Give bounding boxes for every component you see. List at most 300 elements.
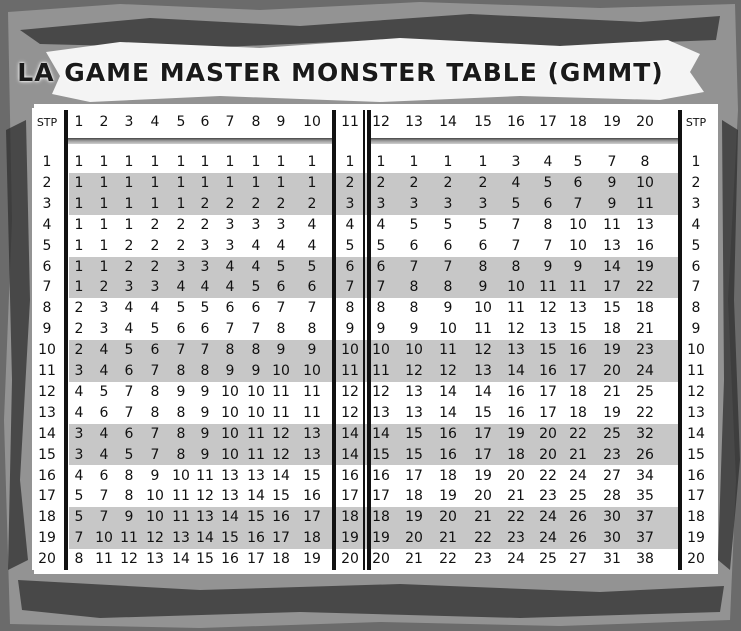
table-cell: 17 xyxy=(569,363,587,379)
table-cell: 20 xyxy=(507,467,525,484)
table-cell: 2 xyxy=(276,195,286,212)
table-cell: 10 xyxy=(507,279,525,296)
table-cell: 5 xyxy=(376,237,386,254)
table-cell: 7 xyxy=(443,258,453,275)
table-cell: 30 xyxy=(603,530,621,547)
table-cell: 4 xyxy=(225,279,235,296)
table-cell: 7 xyxy=(99,509,109,526)
column-header: 2 xyxy=(99,114,109,130)
table-cell: 4 xyxy=(124,300,134,317)
table-cell: 21 xyxy=(569,446,587,463)
table-cell: 10 xyxy=(372,342,390,359)
table-cell: 7 xyxy=(511,237,521,254)
column-header: 7 xyxy=(225,114,235,130)
table-cell: 18 xyxy=(569,404,587,421)
table-cell: 2 xyxy=(99,279,109,296)
table-cell: 12 xyxy=(507,321,525,338)
table-cell: 6 xyxy=(409,237,419,254)
table-cell: 21 xyxy=(603,383,621,400)
table-cell: 9 xyxy=(376,321,386,338)
table-cell: 7 xyxy=(99,488,109,505)
table-cell: 17 xyxy=(247,551,265,568)
row-stp-left: 6 xyxy=(42,258,52,275)
table-cell: 11 xyxy=(95,551,113,568)
table-cell: 9 xyxy=(200,425,210,442)
table-cell: 8 xyxy=(150,383,160,400)
table-cell: 1 xyxy=(307,174,317,191)
table-cell: 19 xyxy=(303,551,321,568)
table-cell: 17 xyxy=(372,488,390,505)
column-header: 16 xyxy=(507,114,525,130)
table-cell: 2 xyxy=(307,195,317,212)
table-cell: 9 xyxy=(409,321,419,338)
table-cell: 15 xyxy=(196,551,214,568)
table-cell: 15 xyxy=(405,425,423,442)
row-stp-right: 9 xyxy=(691,321,701,338)
table-cell: 3 xyxy=(276,216,286,233)
table-cell: 21 xyxy=(439,530,457,547)
column-header: 14 xyxy=(439,114,457,130)
table-cell: 14 xyxy=(247,488,265,505)
table-cell: 5 xyxy=(74,488,84,505)
table-cell: 10 xyxy=(405,342,423,359)
table-cell: 3 xyxy=(345,195,355,212)
table-cell: 14 xyxy=(341,425,359,442)
table-cell: 4 xyxy=(276,237,286,254)
table-cell: 1 xyxy=(225,174,235,191)
table-cell: 5 xyxy=(99,383,109,400)
table-cell: 6 xyxy=(99,467,109,484)
table-cell: 21 xyxy=(474,509,492,526)
table-cell: 5 xyxy=(176,300,186,317)
table-cell: 5 xyxy=(276,258,286,275)
table-cell: 1 xyxy=(176,174,186,191)
table-cell: 11 xyxy=(247,425,265,442)
table-cell: 19 xyxy=(405,509,423,526)
table-cell: 8 xyxy=(478,258,488,275)
table-cell: 12 xyxy=(474,342,492,359)
table-cell: 2 xyxy=(124,258,134,275)
table-cell: 8 xyxy=(150,404,160,421)
row-stp-left: 18 xyxy=(38,509,56,526)
table-cell: 27 xyxy=(603,467,621,484)
table-cell: 10 xyxy=(221,446,239,463)
row-stp-right: 3 xyxy=(691,195,701,212)
table-cell: 6 xyxy=(225,300,235,317)
table-cell: 18 xyxy=(507,446,525,463)
table-cell: 11 xyxy=(172,509,190,526)
row-stp-right: 8 xyxy=(691,300,701,317)
table-cell: 1 xyxy=(307,154,317,170)
table-cell: 19 xyxy=(603,342,621,359)
table-cell: 7 xyxy=(150,446,160,463)
table-cell: 3 xyxy=(99,321,109,338)
table-cell: 13 xyxy=(372,404,390,421)
table-cell: 22 xyxy=(636,404,654,421)
column-header: 3 xyxy=(124,114,134,130)
table-cell: 17 xyxy=(303,509,321,526)
table-cell: 8 xyxy=(251,342,261,359)
row-stp-right: 13 xyxy=(687,404,705,421)
row-stp-left: 11 xyxy=(38,363,56,379)
table-cell: 7 xyxy=(573,195,583,212)
table-cell: 10 xyxy=(272,363,290,379)
table-cell: 2 xyxy=(150,258,160,275)
table-cell: 3 xyxy=(478,195,488,212)
table-cell: 1 xyxy=(74,174,84,191)
row-stp-left: 4 xyxy=(42,216,52,233)
table-cell: 37 xyxy=(636,530,654,547)
table-cell: 4 xyxy=(124,321,134,338)
table-cell: 13 xyxy=(303,425,321,442)
column-header: 15 xyxy=(474,114,492,130)
table-cell: 5 xyxy=(478,216,488,233)
table-cell: 11 xyxy=(303,383,321,400)
table-cell: 1 xyxy=(150,154,160,170)
table-cell: 3 xyxy=(176,258,186,275)
table-cell: 18 xyxy=(303,530,321,547)
table-cell: 18 xyxy=(372,509,390,526)
table-cell: 7 xyxy=(124,383,134,400)
table-cell: 13 xyxy=(474,363,492,379)
column-header: 18 xyxy=(569,114,587,130)
table-cell: 7 xyxy=(150,425,160,442)
table-cell: 1 xyxy=(345,154,355,170)
row-stp-right: 14 xyxy=(687,425,705,442)
table-cell: 26 xyxy=(569,530,587,547)
table-cell: 8 xyxy=(176,404,186,421)
table-cell: 32 xyxy=(636,425,654,442)
table-cell: 1 xyxy=(124,216,134,233)
table-cell: 2 xyxy=(74,342,84,359)
table-cell: 1 xyxy=(124,154,134,170)
table-cell: 15 xyxy=(221,530,239,547)
table-cell: 26 xyxy=(636,446,654,463)
table-cell: 15 xyxy=(372,446,390,463)
table-cell: 7 xyxy=(124,404,134,421)
table-cell: 2 xyxy=(176,216,186,233)
table-cell: 8 xyxy=(176,425,186,442)
table-cell: 22 xyxy=(539,467,557,484)
table-cell: 4 xyxy=(200,279,210,296)
table-cell: 12 xyxy=(439,363,457,379)
table-cell: 3 xyxy=(225,237,235,254)
table-cell: 16 xyxy=(439,446,457,463)
table-cell: 8 xyxy=(543,216,553,233)
table-cell: 17 xyxy=(603,279,621,296)
table-cell: 14 xyxy=(372,425,390,442)
row-stp-left: 1 xyxy=(42,154,52,170)
table-cell: 19 xyxy=(636,258,654,275)
table-cell: 15 xyxy=(474,404,492,421)
table-cell: 1 xyxy=(150,174,160,191)
row-stp-right: 11 xyxy=(687,363,705,379)
table-cell: 24 xyxy=(539,509,557,526)
table-cell: 18 xyxy=(636,300,654,317)
table-cell: 9 xyxy=(200,383,210,400)
table-cell: 9 xyxy=(345,321,355,338)
table-cell: 17 xyxy=(474,446,492,463)
table-cell: 5 xyxy=(345,237,355,254)
table-cell: 23 xyxy=(474,551,492,568)
row-stp-right: 20 xyxy=(687,551,705,568)
table-cell: 17 xyxy=(539,383,557,400)
table-cell: 7 xyxy=(345,279,355,296)
table-cell: 15 xyxy=(272,488,290,505)
row-stp-left: 7 xyxy=(42,279,52,296)
table-cell: 2 xyxy=(225,195,235,212)
table-cell: 16 xyxy=(507,383,525,400)
row-stp-right: 18 xyxy=(687,509,705,526)
column-header: 12 xyxy=(372,114,390,130)
table-cell: 10 xyxy=(247,404,265,421)
column-header: 4 xyxy=(150,114,160,130)
column-header: 17 xyxy=(539,114,557,130)
table-cell: 1 xyxy=(99,216,109,233)
table-cell: 5 xyxy=(74,509,84,526)
table-cell: 3 xyxy=(200,237,210,254)
table-cell: 14 xyxy=(439,383,457,400)
row-stp-right: 5 xyxy=(691,237,701,254)
table-cell: 10 xyxy=(303,363,321,379)
table-cell: 12 xyxy=(405,363,423,379)
table-cell: 11 xyxy=(303,404,321,421)
table-cell: 37 xyxy=(636,509,654,526)
table-cell: 11 xyxy=(372,363,390,379)
table-cell: 8 xyxy=(443,279,453,296)
table-cell: 8 xyxy=(176,363,186,379)
table-cell: 22 xyxy=(474,530,492,547)
table-cell: 22 xyxy=(439,551,457,568)
table-cell: 18 xyxy=(569,383,587,400)
table-cell: 3 xyxy=(511,154,521,170)
table-cell: 1 xyxy=(99,174,109,191)
table-cell: 3 xyxy=(200,258,210,275)
table-cell: 20 xyxy=(603,363,621,379)
table-cell: 7 xyxy=(511,216,521,233)
table-cell: 11 xyxy=(539,279,557,296)
table-cell: 24 xyxy=(539,530,557,547)
table-cell: 8 xyxy=(74,551,84,568)
table-cell: 11 xyxy=(341,363,359,379)
table-cell: 12 xyxy=(539,300,557,317)
row-stp-left: 10 xyxy=(38,342,56,359)
table-cell: 3 xyxy=(99,300,109,317)
table-cell: 8 xyxy=(345,300,355,317)
table-cell: 3 xyxy=(124,279,134,296)
table-cell: 1 xyxy=(99,258,109,275)
table-cell: 3 xyxy=(376,195,386,212)
table-cell: 9 xyxy=(573,258,583,275)
table-cell: 21 xyxy=(636,321,654,338)
table-cell: 1 xyxy=(176,195,186,212)
table-cell: 1 xyxy=(124,174,134,191)
table-cell: 4 xyxy=(74,404,84,421)
table-cell: 8 xyxy=(376,300,386,317)
page-title: LA GAME MASTER MONSTER TABLE (GMMT) xyxy=(17,58,664,87)
table-cell: 20 xyxy=(439,509,457,526)
table-cell: 14 xyxy=(172,551,190,568)
column-header: 9 xyxy=(276,114,286,130)
table-cell: 9 xyxy=(150,467,160,484)
table-cell: 7 xyxy=(200,342,210,359)
table-cell: 6 xyxy=(176,321,186,338)
table-cell: 14 xyxy=(272,467,290,484)
row-stp-left: 16 xyxy=(38,467,56,484)
table-cell: 4 xyxy=(99,342,109,359)
table-cell: 12 xyxy=(341,383,359,400)
table-cell: 10 xyxy=(146,488,164,505)
table-cell: 1 xyxy=(276,174,286,191)
table-cell: 6 xyxy=(478,237,488,254)
table-cell: 6 xyxy=(345,258,355,275)
table-cell: 4 xyxy=(307,216,317,233)
table-cell: 10 xyxy=(95,530,113,547)
table-cell: 2 xyxy=(200,195,210,212)
table-cell: 22 xyxy=(507,509,525,526)
table-cell: 26 xyxy=(569,509,587,526)
row-stp-left: 9 xyxy=(42,321,52,338)
table-cell: 4 xyxy=(99,363,109,379)
table-cell: 18 xyxy=(439,467,457,484)
table-cell: 21 xyxy=(507,488,525,505)
column-header: 5 xyxy=(176,114,186,130)
table-cell: 14 xyxy=(196,530,214,547)
table-cell: 1 xyxy=(150,195,160,212)
table-cell: 23 xyxy=(603,446,621,463)
table-cell: 9 xyxy=(607,195,617,212)
table-cell: 11 xyxy=(507,300,525,317)
table-cell: 4 xyxy=(99,425,109,442)
table-cell: 27 xyxy=(569,551,587,568)
table-cell: 4 xyxy=(376,216,386,233)
stp-header-right: STP xyxy=(685,116,707,129)
table-cell: 8 xyxy=(124,488,134,505)
table-cell: 2 xyxy=(176,237,186,254)
table-cell: 14 xyxy=(221,509,239,526)
table-cell: 9 xyxy=(200,404,210,421)
table-cell: 25 xyxy=(569,488,587,505)
row-stp-right: 7 xyxy=(691,279,701,296)
table-cell: 5 xyxy=(251,279,261,296)
table-cell: 21 xyxy=(405,551,423,568)
table-cell: 11 xyxy=(272,404,290,421)
table-cell: 23 xyxy=(507,530,525,547)
column-header: 6 xyxy=(200,114,210,130)
table-cell: 1 xyxy=(74,195,84,212)
column-header: 20 xyxy=(636,114,654,130)
table-cell: 10 xyxy=(474,300,492,317)
table-cell: 12 xyxy=(372,383,390,400)
table-cell: 7 xyxy=(409,258,419,275)
table-cell: 7 xyxy=(276,300,286,317)
table-cell: 22 xyxy=(636,279,654,296)
table-cell: 11 xyxy=(636,195,654,212)
table-cell: 6 xyxy=(573,174,583,191)
table-cell: 8 xyxy=(307,321,317,338)
row-stp-left: 20 xyxy=(38,551,56,568)
table-cell: 14 xyxy=(439,404,457,421)
table-cell: 20 xyxy=(474,488,492,505)
table-cell: 14 xyxy=(474,383,492,400)
table-cell: 7 xyxy=(74,530,84,547)
table-cell: 2 xyxy=(345,174,355,191)
table-cell: 12 xyxy=(196,488,214,505)
table-cell: 7 xyxy=(607,154,617,170)
table-cell: 31 xyxy=(603,551,621,568)
table-cell: 16 xyxy=(303,488,321,505)
row-stp-right: 17 xyxy=(687,488,705,505)
row-stp-left: 15 xyxy=(38,446,56,463)
table-cell: 15 xyxy=(569,321,587,338)
table-cell: 1 xyxy=(409,154,419,170)
table-cell: 5 xyxy=(124,446,134,463)
table-cell: 2 xyxy=(251,195,261,212)
table-cell: 9 xyxy=(607,174,617,191)
table-cell: 6 xyxy=(200,321,210,338)
table-cell: 19 xyxy=(439,488,457,505)
table-cell: 1 xyxy=(74,279,84,296)
table-cell: 11 xyxy=(569,279,587,296)
table-cell: 20 xyxy=(372,551,390,568)
table-cell: 13 xyxy=(569,300,587,317)
table-cell: 6 xyxy=(276,279,286,296)
table-cell: 9 xyxy=(307,342,317,359)
table-cell: 1 xyxy=(74,216,84,233)
table-cell: 13 xyxy=(303,446,321,463)
row-stp-left: 8 xyxy=(42,300,52,317)
table-cell: 25 xyxy=(636,383,654,400)
table-cell: 8 xyxy=(225,342,235,359)
table-cell: 1 xyxy=(74,154,84,170)
table-cell: 7 xyxy=(251,321,261,338)
table-cell: 11 xyxy=(474,321,492,338)
table-cell: 13 xyxy=(507,342,525,359)
table-cell: 2 xyxy=(376,174,386,191)
table-cell: 13 xyxy=(221,467,239,484)
table-cell: 4 xyxy=(345,216,355,233)
table-cell: 2 xyxy=(124,237,134,254)
table-cell: 3 xyxy=(74,425,84,442)
table-cell: 10 xyxy=(221,383,239,400)
table-cell: 16 xyxy=(272,509,290,526)
table-cell: 9 xyxy=(176,383,186,400)
table-cell: 19 xyxy=(474,467,492,484)
table-cell: 22 xyxy=(569,425,587,442)
table-cell: 2 xyxy=(74,321,84,338)
table-cell: 9 xyxy=(478,279,488,296)
table-cell: 1 xyxy=(74,237,84,254)
table-cell: 19 xyxy=(603,404,621,421)
table-cell: 10 xyxy=(221,425,239,442)
header-separator xyxy=(64,138,332,144)
table-cell: 16 xyxy=(636,237,654,254)
table-cell: 10 xyxy=(341,342,359,359)
table-cell: 8 xyxy=(200,363,210,379)
table-cell: 5 xyxy=(573,154,583,170)
column-header: 10 xyxy=(303,114,321,130)
row-stp-right: 6 xyxy=(691,258,701,275)
table-cell: 6 xyxy=(543,195,553,212)
table-cell: 4 xyxy=(99,446,109,463)
table-cell: 16 xyxy=(341,467,359,484)
table-cell: 13 xyxy=(603,237,621,254)
table-cell: 20 xyxy=(405,530,423,547)
table-cell: 3 xyxy=(150,279,160,296)
table-cell: 1 xyxy=(200,174,210,191)
table-cell: 19 xyxy=(372,530,390,547)
table-cell: 17 xyxy=(539,404,557,421)
